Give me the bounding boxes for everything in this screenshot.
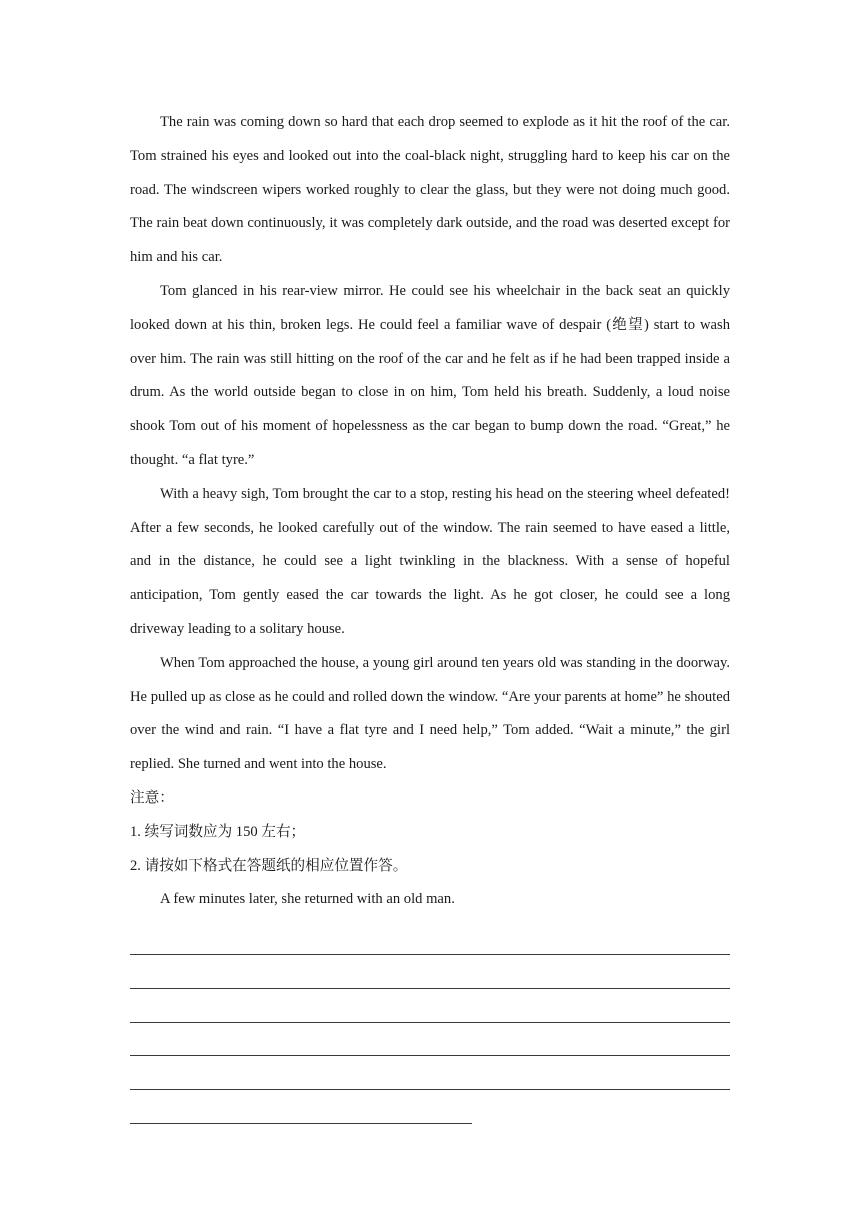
answer-line [130,955,730,989]
answer-lines [130,921,730,1124]
note-item-1: 1. 续写词数应为 150 左右； [130,823,306,840]
answer-line [130,1056,730,1090]
notes-heading: 注意： [130,789,174,806]
story-paragraph-3: With a heavy sigh, Tom brought the car to a stop, resting his head on the steering wheel defeated! After a few seconds, he looked carefully out of the window. The rain seemed to have eased a little, and in the distance, he could see a light twinkling in the blackness. With a sense of hopeful anticipation, Tom gently eased the car towards the light. As he got closer, he could see a long driveway leading to a solitary house. [130,485,730,637]
answer-line-short [130,1090,472,1124]
answer-line [130,989,730,1023]
story-paragraph-1: The rain was coming down so hard that each drop seemed to explode as it hit the roof of the car. Tom strained his eyes and looked out into the coal-black night, struggling hard to keep his car on the road. The windscreen wipers worked roughly to clear the glass, but they were not doing much good. The rain beat down continuously, it was completely dark outside, and the road was deserted except for him and his car. [130,114,730,266]
story-paragraph-2: Tom glanced in his rear-view mirror. He could see his wheelchair in the back seat an quickly looked down at his thin, broken legs. He could feel a familiar wave of despair (绝望) start to wash over him. The rain was still hitting on the roof of the car and he felt as if he had been trapped inside a drum. As the world outside began to close in on him, Tom held his breath. Suddenly, a loud noise shook Tom out of his moment of hopelessness as the car began to bump down the road. “Great,” he thought. “a flat tyre.” [130,282,730,468]
answer-line [130,1023,730,1057]
continuation-lead-sentence: A few minutes later, she returned with an old man. [160,891,455,908]
story-paragraph-4: When Tom approached the house, a young girl around ten years old was standing in the doorway. He pulled up as close as he could and rolled down the window. “Are your parents at home” he shouted over the wind and rain. “I have a flat tyre and I need help,” Tom added. “Wait a minute,” the girl replied. She turned and went into the house. [130,654,730,773]
document-page [130,106,730,1124]
answer-line [130,921,730,955]
note-item-2: 2. 请按如下格式在答题纸的相应位置作答。 [130,857,408,874]
